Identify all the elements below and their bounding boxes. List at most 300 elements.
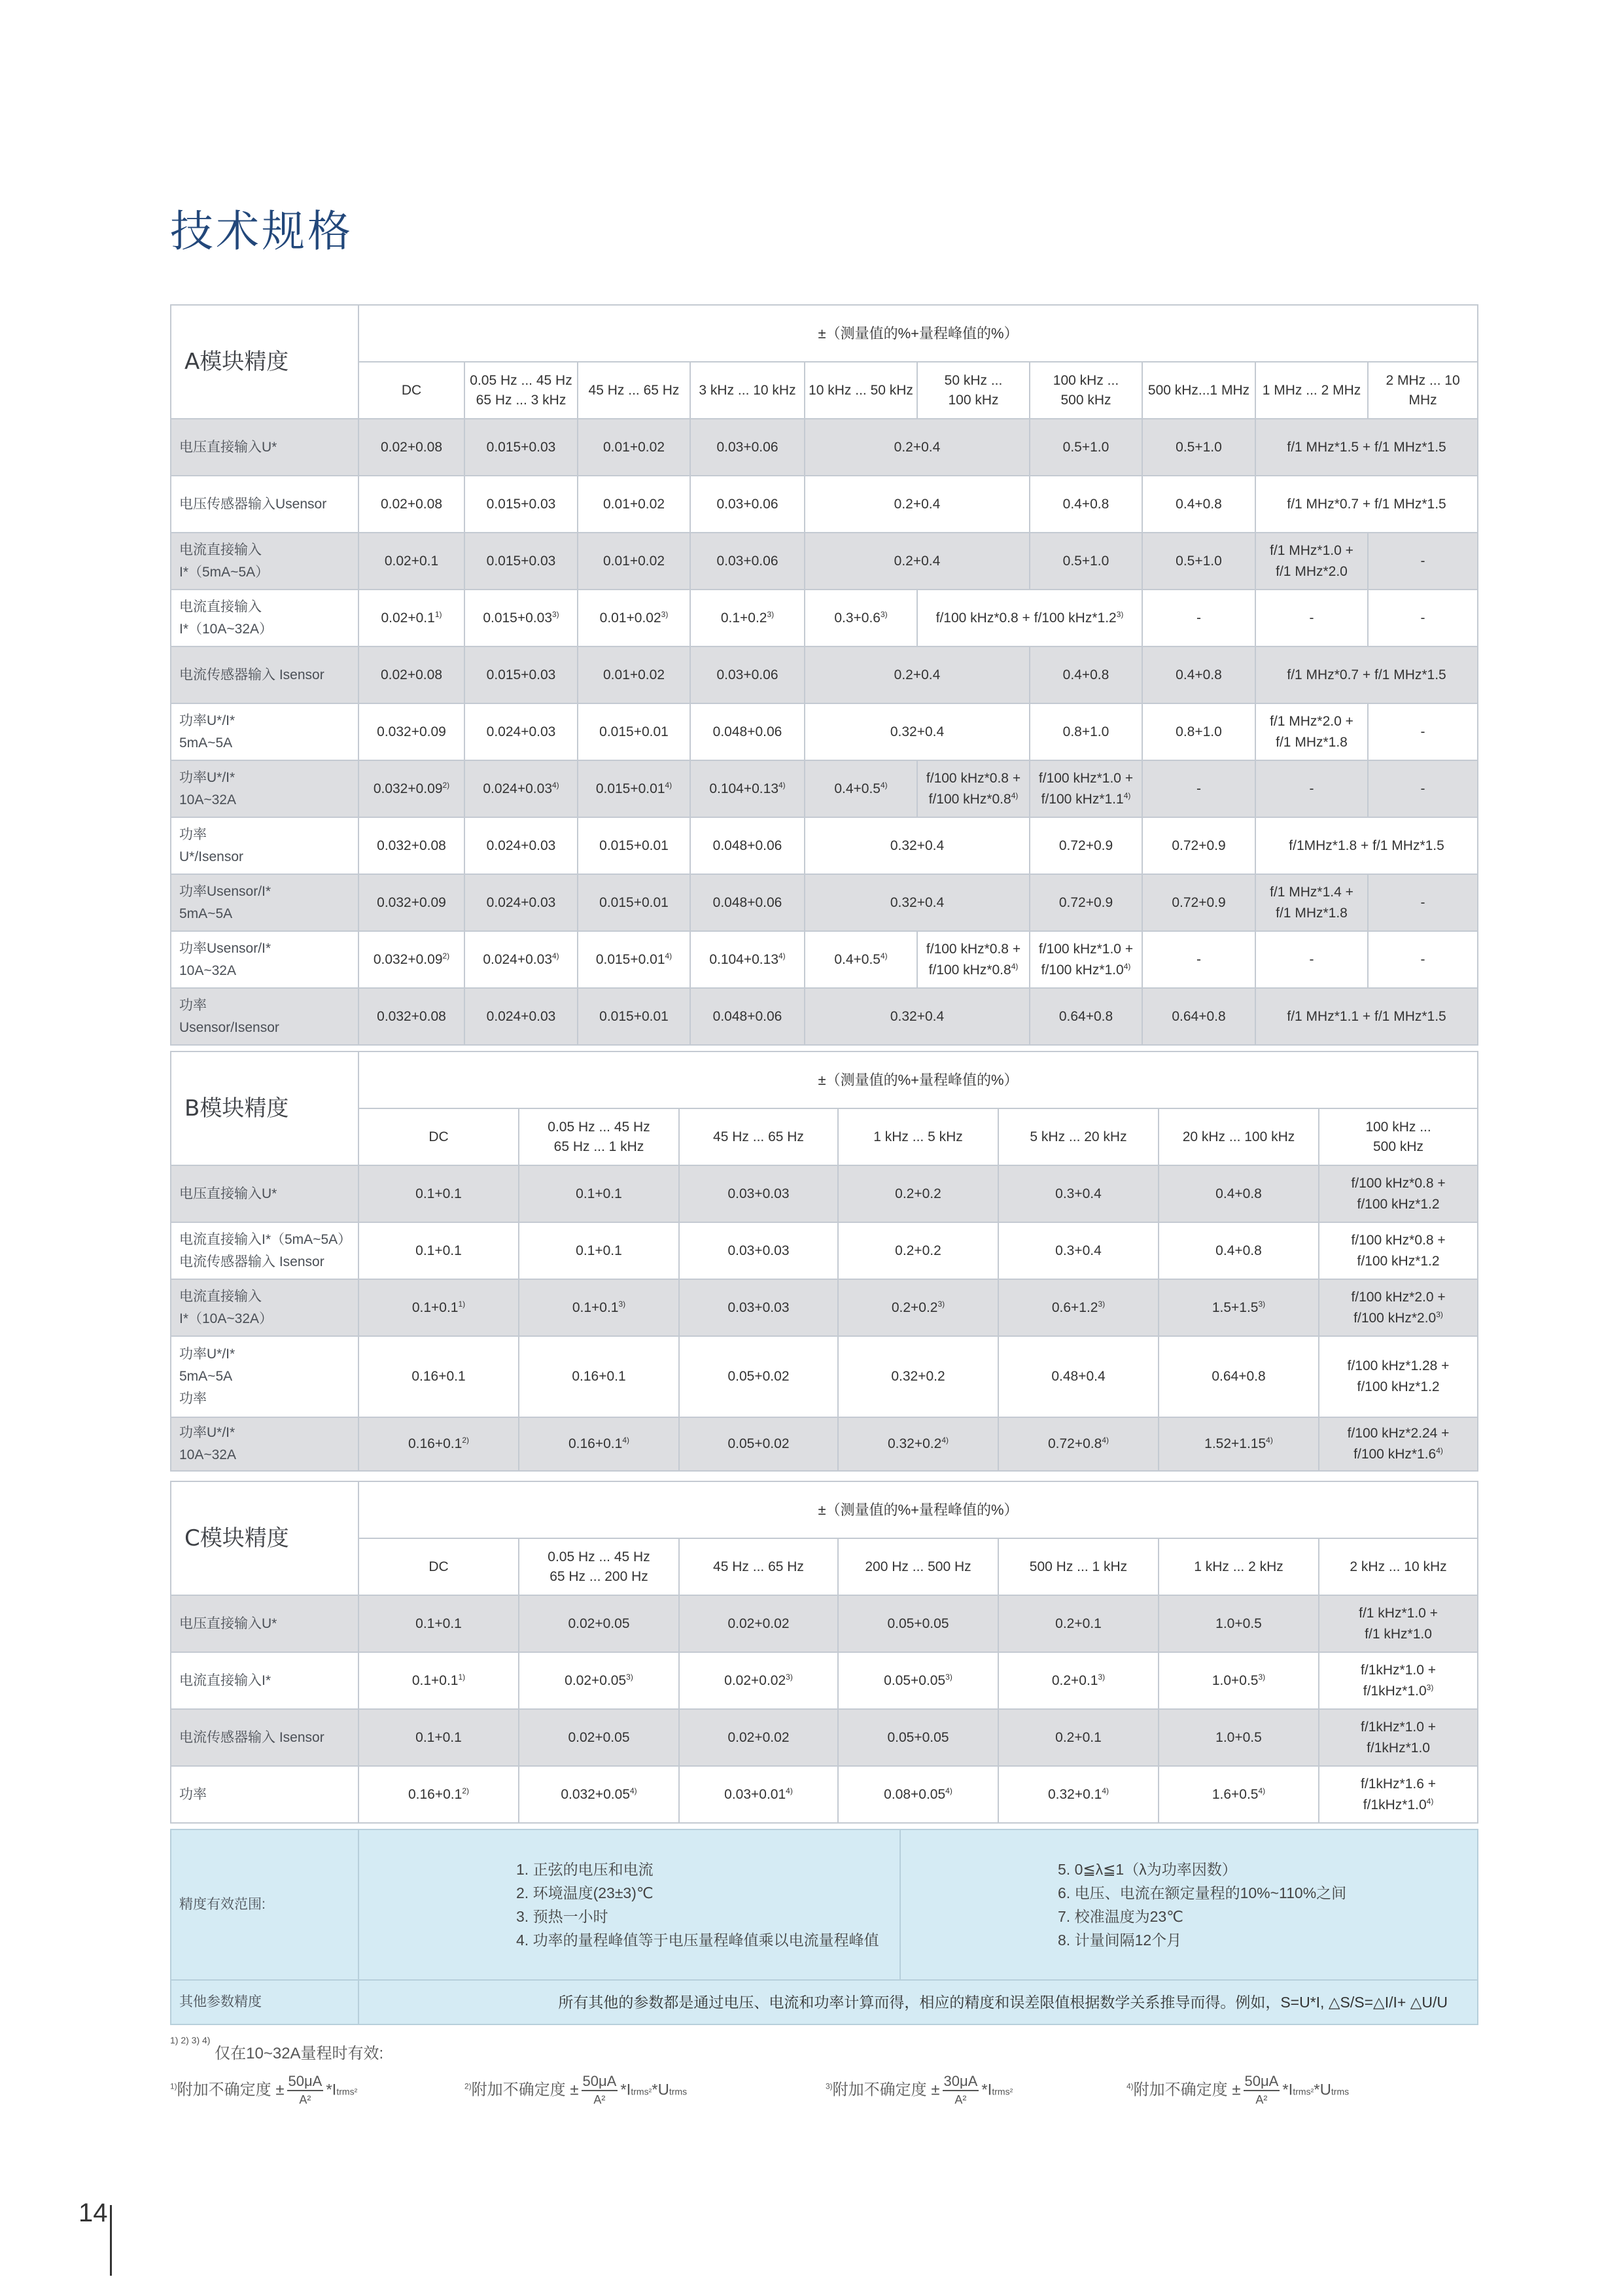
freq-header: 200 Hz ... 500 Hz	[838, 1538, 998, 1595]
table-cell	[1255, 533, 1368, 590]
scope-item: 4. 功率的量程峰值等于电压量程峰值乘以电流量程峰值	[516, 1932, 879, 1949]
footnote-ref: 3)	[552, 609, 559, 619]
footnote-term: *I	[1282, 2081, 1293, 2099]
table-cell	[1319, 1709, 1478, 1766]
other-params-label: 其他参数精度	[171, 1980, 358, 2024]
footnote-mark: 1)	[170, 2081, 177, 2091]
module-c-title: C模块精度	[171, 1481, 358, 1595]
scope-item: 6. 电压、电流在额定量程的10%~110%之间	[1058, 1884, 1347, 1901]
other-params-text: 所有其他的参数都是通过电压、电流和功率计算而得，相应的精度和误差限值根据数学关系推导而得。例如，S=U*I, △S/S=△I/I+ △U/U	[358, 1980, 1478, 2024]
footnote-ref: 1)	[458, 1672, 466, 1682]
footnote-prefix: 附加不确定度 ±	[832, 2081, 940, 2099]
footnote-ref: 3)	[767, 609, 775, 619]
cell-value: 0.4+0.8	[1176, 667, 1222, 682]
footnote-mark: 3)	[826, 2081, 833, 2091]
table-cell	[917, 760, 1030, 817]
cell-value: 0.03+0.06	[716, 667, 778, 682]
footnote-ref: 3)	[937, 1299, 945, 1309]
table-cell	[578, 476, 690, 533]
table-cell	[578, 874, 690, 931]
scope-item: 5. 0≦λ≦1（λ为功率因数）	[1058, 1861, 1237, 1878]
cell-value: 0.1+0.2	[720, 610, 767, 626]
table-cell	[1255, 817, 1478, 874]
freq-header: 5 kHz ... 20 kHz	[998, 1108, 1159, 1165]
cell-value: 0.32+0.1	[1047, 1786, 1102, 1802]
row-label: 电流传感器输入 Isensor	[171, 1709, 358, 1766]
table-row	[171, 1165, 1478, 1222]
table-cell	[679, 1417, 838, 1471]
table-cell	[358, 1279, 519, 1336]
table-cell	[805, 988, 1030, 1045]
table-row	[171, 988, 1478, 1045]
cell-value: 0.048+0.06	[712, 894, 782, 910]
cell-value: f/1 MHz*1.4 + f/1 MHz*1.8	[1270, 884, 1353, 921]
cell-value: f/1 MHz*1.1 + f/1 MHz*1.5	[1287, 1008, 1446, 1024]
cell-value: f/1 MHz*2.0 + f/1 MHz*1.8	[1270, 713, 1353, 750]
accuracy-formula-header: ±（测量值的%+量程峰值的%）	[358, 1481, 1478, 1538]
cell-value: -	[1309, 610, 1314, 626]
footnote-ref: 4)	[1102, 1436, 1109, 1445]
table-cell	[838, 1709, 998, 1766]
table-cell	[358, 760, 464, 817]
cell-value: 0.1+0.1	[415, 1729, 462, 1745]
table-row	[171, 646, 1478, 703]
footnote-subscript: trms²	[992, 2086, 1013, 2097]
table-cell	[805, 931, 917, 988]
table-cell	[1368, 703, 1478, 760]
table-cell	[1159, 1279, 1319, 1336]
cell-value: 0.2+0.1	[1055, 1616, 1102, 1631]
table-cell	[464, 646, 578, 703]
footnote-ref: 3)	[1258, 1299, 1266, 1309]
fraction-numerator: 50μA	[287, 2073, 324, 2091]
cell-value: 0.05+0.02	[727, 1369, 790, 1384]
table-cell	[805, 703, 1030, 760]
cell-value: 0.4+0.8	[1176, 496, 1222, 512]
table-cell	[358, 476, 464, 533]
row-label: 电压直接输入U*	[171, 1595, 358, 1652]
table-cell	[1142, 646, 1255, 703]
accuracy-formula-header: ±（测量值的%+量程峰值的%）	[358, 1051, 1478, 1108]
cell-value: 0.2+0.4	[894, 667, 941, 682]
freq-header: 45 Hz ... 65 Hz	[679, 1108, 838, 1165]
table-cell	[358, 533, 464, 590]
cell-value: 0.015+0.03	[483, 610, 552, 626]
footnote-formula	[170, 2073, 357, 2108]
table-cell	[1255, 874, 1368, 931]
cell-value: 0.024+0.03	[486, 838, 556, 853]
footnote-ref: 1)	[434, 609, 442, 619]
table-cell	[690, 817, 805, 874]
table-cell	[998, 1336, 1159, 1417]
freq-header: 500 kHz...1 MHz	[1142, 362, 1255, 419]
cell-value: 0.5+1.0	[1062, 553, 1109, 569]
cell-value: 0.03+0.01	[724, 1786, 786, 1802]
table-cell	[679, 1652, 838, 1709]
footnote-term: *I	[981, 2081, 992, 2099]
footnote-ref: 3)	[1436, 1309, 1443, 1319]
cell-value: 0.02+0.08	[380, 439, 442, 455]
freq-header: 100 kHz ... 500 kHz	[1030, 362, 1142, 419]
table-cell	[1319, 1417, 1478, 1471]
footnote-term: *U	[1314, 2081, 1331, 2099]
footnote-ref: 3)	[880, 609, 888, 619]
table-cell	[805, 760, 917, 817]
cell-value: -	[1420, 724, 1425, 739]
cell-value: 0.1+0.1	[576, 1186, 622, 1201]
cell-value: 0.32+0.4	[890, 838, 945, 853]
table-cell	[519, 1165, 679, 1222]
cell-value: 0.72+0.9	[1172, 838, 1226, 853]
scope-item: 8. 计量间隔12个月	[1058, 1932, 1182, 1949]
table-cell	[1255, 590, 1368, 646]
table-row	[171, 931, 1478, 988]
table-cell	[1368, 533, 1478, 590]
table-cell	[578, 931, 690, 988]
table-cell	[805, 646, 1030, 703]
table-cell	[1368, 590, 1478, 646]
cell-value: 0.03+0.03	[727, 1186, 790, 1201]
table-row	[171, 1222, 1478, 1279]
table-cell	[998, 1222, 1159, 1279]
cell-value: 0.032+0.05	[561, 1786, 630, 1802]
table-cell	[838, 1417, 998, 1471]
table-cell	[1255, 419, 1478, 476]
cell-value: f/1kHz*1.6 + f/1kHz*1.0	[1361, 1776, 1437, 1812]
row-label: 电压传感器输入Usensor	[171, 476, 358, 533]
scope-item: 3. 预热一小时	[516, 1908, 608, 1925]
cell-value: 0.6+1.2	[1051, 1299, 1098, 1315]
cell-value: f/100 kHz*2.0 + f/100 kHz*2.0	[1351, 1289, 1446, 1326]
table-row	[171, 1766, 1478, 1823]
cell-value: -	[1196, 951, 1201, 967]
cell-value: 0.024+0.03	[486, 894, 556, 910]
cell-value: f/100 kHz*1.0 + f/100 kHz*1.0	[1038, 941, 1134, 978]
freq-header: 1 kHz ... 2 kHz	[1159, 1538, 1319, 1595]
table-cell	[679, 1336, 838, 1417]
freq-header: 10 kHz ... 50 kHz	[805, 362, 917, 419]
fraction	[943, 2073, 979, 2108]
table-cell	[1030, 419, 1142, 476]
footnote-ref: 4)	[880, 780, 888, 790]
cell-value: 0.015+0.01	[599, 894, 669, 910]
table-cell	[519, 1766, 679, 1823]
table-cell	[679, 1222, 838, 1279]
table-cell	[1142, 703, 1255, 760]
fraction	[287, 2073, 324, 2108]
table-cell	[1159, 1709, 1319, 1766]
table-cell	[358, 1652, 519, 1709]
table-cell	[1368, 931, 1478, 988]
cell-value: 0.08+0.05	[884, 1786, 946, 1802]
footnote-ref: 4)	[622, 1436, 629, 1445]
row-label: 功率U*/I* 10A~32A	[171, 1417, 358, 1471]
cell-value: 0.4+0.5	[834, 951, 881, 967]
cell-value: f/1 MHz*0.7 + f/1 MHz*1.5	[1287, 496, 1446, 512]
cell-value: f/100 kHz*1.0 + f/100 kHz*1.1	[1038, 770, 1134, 807]
row-label: 电流传感器输入 Isensor	[171, 646, 358, 703]
table-cell	[690, 931, 805, 988]
cell-value: 0.2+0.2	[891, 1299, 938, 1315]
footnote-ref: 4)	[1011, 790, 1019, 800]
table-cell	[690, 874, 805, 931]
table-cell	[464, 476, 578, 533]
freq-header: 20 kHz ... 100 kHz	[1159, 1108, 1319, 1165]
footnote-ref: 3)	[786, 1672, 793, 1682]
table-row	[171, 476, 1478, 533]
footnote-ref: 3)	[1116, 609, 1124, 619]
footnote-ref: 4)	[665, 780, 672, 790]
cell-value: 1.6+0.5	[1212, 1786, 1259, 1802]
table-cell	[805, 419, 1030, 476]
table-cell	[679, 1766, 838, 1823]
footnote-subscript: trms²	[1293, 2086, 1314, 2097]
table-cell	[358, 646, 464, 703]
cell-value: 0.01+0.02	[599, 610, 661, 626]
row-label: 功率 Usensor/Isensor	[171, 988, 358, 1045]
table-cell	[578, 817, 690, 874]
table-cell	[1319, 1766, 1478, 1823]
footnote-ref: 4)	[1123, 961, 1131, 971]
table-row	[171, 1595, 1478, 1652]
cell-value: 0.015+0.01	[599, 724, 669, 739]
footnote-mark: 2)	[464, 2081, 472, 2091]
footnote-header: $^{1) 2) 3) 4)}$ 仅在10~32A量程时有效:	[170, 2035, 384, 2062]
table-cell	[358, 703, 464, 760]
footnote-ref: 3)	[1426, 1682, 1434, 1692]
cell-value: 1.0+0.5	[1215, 1616, 1262, 1631]
cell-value: 0.03+0.06	[716, 496, 778, 512]
cell-value: f/100 kHz*0.8 + f/100 kHz*0.8	[926, 770, 1021, 807]
table-cell	[578, 590, 690, 646]
cell-value: 0.048+0.06	[712, 1008, 782, 1024]
module-c-accuracy-table	[170, 1481, 1478, 1824]
cell-value: 0.03+0.06	[716, 439, 778, 455]
footnote-ref: 4)	[1266, 1436, 1273, 1445]
cell-value: 0.02+0.05	[565, 1672, 627, 1688]
cell-value: 0.3+0.4	[1055, 1186, 1102, 1201]
cell-value: 0.024+0.03	[486, 1008, 556, 1024]
table-cell	[464, 533, 578, 590]
table-cell	[1030, 874, 1142, 931]
cell-value: -	[1309, 951, 1314, 967]
footnote-ref: 4)	[552, 951, 559, 961]
table-cell	[838, 1766, 998, 1823]
footnote-term: *U	[652, 2081, 669, 2099]
footnote-ref: 1)	[458, 1299, 466, 1309]
table-cell	[1159, 1595, 1319, 1652]
table-cell	[838, 1652, 998, 1709]
footnote-ref: 4)	[786, 1786, 793, 1795]
table-cell	[1319, 1595, 1478, 1652]
cell-value: 0.32+0.4	[890, 724, 945, 739]
cell-value: f/100 kHz*0.8 + f/100 kHz*1.2	[935, 610, 1117, 626]
cell-value: 0.048+0.06	[712, 724, 782, 739]
table-cell	[358, 1709, 519, 1766]
footnote-ref: 2)	[442, 951, 450, 961]
table-cell	[464, 931, 578, 988]
table-cell	[578, 760, 690, 817]
module-a-title: A模块精度	[171, 305, 358, 419]
table-cell	[358, 419, 464, 476]
cell-value: f/100 kHz*0.8 + f/100 kHz*1.2	[1351, 1232, 1446, 1269]
table-cell	[838, 1222, 998, 1279]
table-cell	[690, 590, 805, 646]
table-cell	[690, 476, 805, 533]
fraction-numerator: 50μA	[1244, 2073, 1280, 2091]
table-cell	[805, 874, 1030, 931]
table-cell	[1255, 760, 1368, 817]
cell-value: -	[1420, 781, 1425, 796]
footnote-ref: 4)	[778, 951, 786, 961]
table-cell	[1030, 817, 1142, 874]
cell-value: 0.02+0.1	[381, 610, 435, 626]
cell-value: -	[1196, 781, 1201, 796]
row-label: 功率	[171, 1766, 358, 1823]
table-cell	[519, 1417, 679, 1471]
row-label: 功率Usensor/I* 10A~32A	[171, 931, 358, 988]
cell-value: 0.01+0.02	[602, 667, 665, 682]
table-cell	[519, 1279, 679, 1336]
cell-value: 0.2+0.2	[895, 1186, 941, 1201]
row-label: 电流直接输入I*（5mA~5A） 电流传感器输入 Isensor	[171, 1222, 358, 1279]
footnote-formula	[464, 2073, 687, 2108]
cell-value: 0.02+0.05	[568, 1729, 630, 1745]
footnote-prefix: 附加不确定度 ±	[471, 2081, 579, 2099]
footnote-ref: 3)	[626, 1672, 633, 1682]
footnote-formula	[826, 2073, 1013, 2108]
cell-value: 0.02+0.05	[568, 1616, 630, 1631]
table-cell	[679, 1165, 838, 1222]
table-cell	[1255, 476, 1478, 533]
table-row	[171, 760, 1478, 817]
row-label: 电流直接输入 I*（10A~32A）	[171, 590, 358, 646]
cell-value: 0.032+0.09	[377, 894, 446, 910]
table-cell	[1142, 817, 1255, 874]
cell-value: 1.0+0.5	[1215, 1729, 1262, 1745]
table-cell	[998, 1709, 1159, 1766]
cell-value: 0.032+0.08	[377, 1008, 446, 1024]
table-cell	[690, 760, 805, 817]
cell-value: 0.032+0.08	[377, 838, 446, 853]
table-cell	[519, 1595, 679, 1652]
cell-value: f/100 kHz*0.8 + f/100 kHz*0.8	[926, 941, 1021, 978]
table-cell	[1255, 988, 1478, 1045]
table-cell	[838, 1279, 998, 1336]
cell-value: 0.03+0.03	[727, 1243, 790, 1258]
table-row	[171, 703, 1478, 760]
table-cell	[519, 1709, 679, 1766]
cell-value: 0.02+0.02	[727, 1616, 790, 1631]
table-cell	[358, 1595, 519, 1652]
table-cell	[690, 419, 805, 476]
footnote-subscript: trms	[1331, 2086, 1350, 2097]
table-cell	[1142, 760, 1255, 817]
page-number-divider	[110, 2205, 112, 2276]
freq-header: 100 kHz ... 500 kHz	[1319, 1108, 1478, 1165]
footnote-ref: 3)	[618, 1299, 626, 1309]
row-label: 电流直接输入 I*（5mA~5A）	[171, 533, 358, 590]
footnote-ref: 4)	[630, 1786, 637, 1795]
freq-header: 3 kHz ... 10 kHz	[690, 362, 805, 419]
footnote-prefix: 附加不确定度 ±	[1133, 2081, 1241, 2099]
cell-value: f/100 kHz*2.24 + f/100 kHz*1.6	[1347, 1426, 1450, 1462]
table-cell	[805, 817, 1030, 874]
cell-value: f/100 kHz*0.8 + f/100 kHz*1.2	[1351, 1175, 1446, 1212]
table-cell	[358, 817, 464, 874]
freq-header: 50 kHz ... 100 kHz	[917, 362, 1030, 419]
footnote-ref: 4)	[945, 1786, 952, 1795]
cell-value: 0.64+0.8	[1172, 1008, 1226, 1024]
cell-value: f/100 kHz*1.28 + f/100 kHz*1.2	[1347, 1358, 1450, 1394]
table-cell	[1319, 1652, 1478, 1709]
table-cell	[1142, 419, 1255, 476]
footnote-ref: 4)	[880, 951, 888, 961]
footnote-mark: 4)	[1126, 2081, 1134, 2091]
footnote-ref: 4)	[1426, 1796, 1434, 1806]
cell-value: -	[1420, 553, 1425, 569]
cell-value: 0.015+0.01	[595, 951, 665, 967]
footnote-ref: 3)	[1098, 1672, 1106, 1682]
cell-value: 0.3+0.4	[1055, 1243, 1102, 1258]
cell-value: 1.0+0.5	[1212, 1672, 1259, 1688]
table-cell	[1368, 874, 1478, 931]
footnote-ref: 4)	[665, 951, 672, 961]
table-cell	[1319, 1222, 1478, 1279]
row-label: 功率U*/I* 5mA~5A 功率	[171, 1336, 358, 1417]
page-title: 技术规格	[170, 206, 353, 256]
table-cell	[358, 590, 464, 646]
table-cell	[1159, 1652, 1319, 1709]
table-cell	[578, 988, 690, 1045]
cell-value: 0.2+0.2	[895, 1243, 941, 1258]
table-cell	[1159, 1165, 1319, 1222]
table-cell	[1142, 874, 1255, 931]
cell-value: 0.8+1.0	[1062, 724, 1109, 739]
cell-value: 0.02+0.02	[724, 1672, 786, 1688]
cell-value: 0.4+0.8	[1062, 667, 1109, 682]
cell-value: 0.5+1.0	[1176, 553, 1222, 569]
table-cell	[519, 1222, 679, 1279]
cell-value: 0.5+1.0	[1176, 439, 1222, 455]
footnote-ref: 4)	[1258, 1786, 1266, 1795]
table-cell	[464, 590, 578, 646]
cell-value: 0.32+0.4	[890, 1008, 945, 1024]
footnote-ref: 4)	[941, 1436, 949, 1445]
cell-value: 0.05+0.05	[887, 1616, 949, 1631]
table-cell	[838, 1165, 998, 1222]
cell-value: 0.02+0.08	[380, 496, 442, 512]
table-cell	[464, 419, 578, 476]
cell-value: 0.72+0.9	[1058, 894, 1113, 910]
cell-value: 0.024+0.03	[483, 781, 552, 796]
table-cell	[1142, 533, 1255, 590]
cell-value: f/1kHz*1.0 + f/1kHz*1.0	[1361, 1662, 1437, 1699]
row-label: 电流直接输入I*	[171, 1652, 358, 1709]
footnote-ref: 4)	[552, 780, 559, 790]
table-cell	[1030, 760, 1142, 817]
row-label: 电压直接输入U*	[171, 1165, 358, 1222]
table-cell	[464, 988, 578, 1045]
cell-value: 0.03+0.06	[716, 553, 778, 569]
footnote-term: *I	[326, 2081, 337, 2099]
footnote-subscript: trms²	[336, 2086, 358, 2097]
cell-value: 0.015+0.03	[486, 439, 556, 455]
table-cell	[917, 590, 1142, 646]
footnote-ref: 4)	[778, 780, 786, 790]
table-cell	[679, 1595, 838, 1652]
table-cell	[358, 988, 464, 1045]
